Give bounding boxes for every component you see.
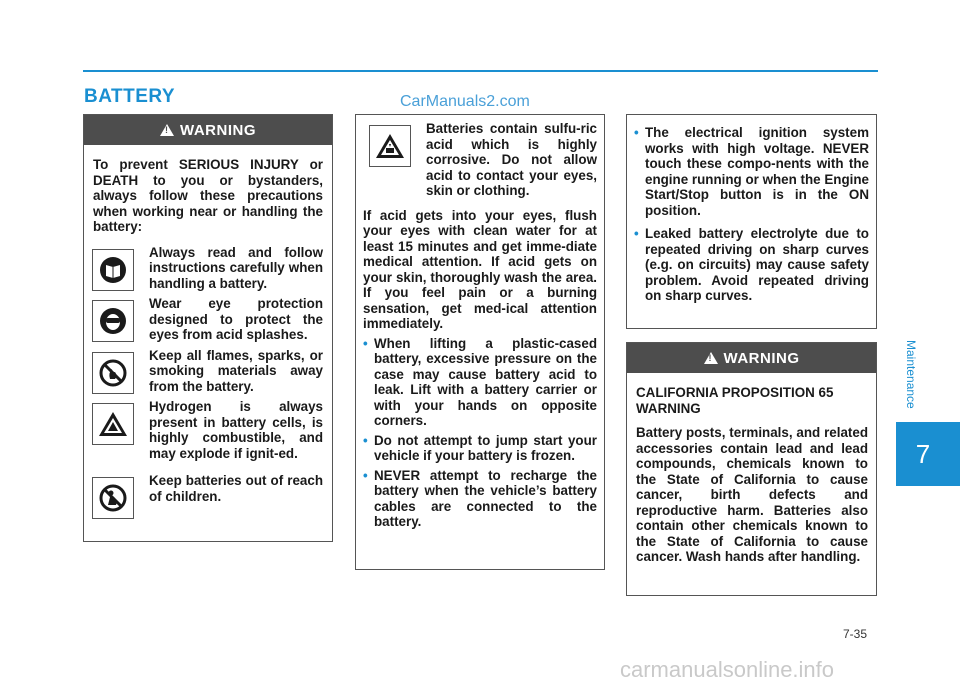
acid-warning-row (363, 121, 597, 199)
list-item (363, 336, 597, 429)
bullet-text: The electrical ignition system works with high voltage. NEVER touch these compo-nents with the engine running or when the Engine Start/Stop button is in the ON position. (645, 125, 869, 218)
precaution-text: Always read and follow instructions carefully when handling a battery. (149, 244, 323, 291)
manual-book-icon (92, 249, 134, 291)
warning-header-label: WARNING (180, 121, 256, 139)
warning-triangle-icon (160, 124, 174, 136)
precaution-item (92, 473, 323, 519)
precaution-item (92, 296, 323, 343)
bullet-icon: • (363, 335, 368, 351)
acid-first-aid-paragraph: If acid gets into your eyes, flush your eyes with clean water for at least 15 minutes and get imme-diate medical attention. If acid gets on your skin, thoroughly wash the area. If you feel pain or a burning sensation, get med-ical attention immediately. (363, 207, 597, 331)
warning-header (84, 115, 332, 145)
bullet-text: When lifting a plastic-cased battery, excessive pressure on the case may cause battery acid to leak. Lift with a battery carrier or with your hands on opposite corners. (374, 335, 597, 428)
bullet-icon: • (634, 125, 639, 140)
top-divider (83, 70, 878, 72)
bullet-icon: • (363, 432, 368, 448)
section-title: BATTERY (84, 86, 176, 107)
chapter-tab (896, 422, 960, 486)
battery-warning-box (83, 114, 333, 542)
precaution-text: Keep batteries out of reach of children. (149, 473, 323, 504)
ignition-warning-box (626, 114, 877, 329)
precaution-text: Keep all flames, sparks, or smoking materials away from the battery. (149, 347, 323, 394)
corrosive-acid-icon (369, 125, 411, 167)
eye-protection-icon (92, 300, 134, 342)
precaution-text: Hydrogen is always present in battery cells, is highly combustible, and may explode if ignit-ed. (149, 399, 323, 461)
list-item (363, 433, 597, 464)
proposition-65-title: CALIFORNIA PROPOSITION 65 WARNING (636, 385, 834, 416)
explosive-hazard-icon (92, 403, 134, 445)
precaution-item (92, 245, 323, 292)
chapter-number: 7 (915, 438, 931, 469)
sidebar-chapter-label: Maintenance (904, 340, 918, 409)
precaution-item (92, 399, 323, 461)
list-item (634, 226, 869, 304)
bullet-text: Do not attempt to jump start your vehicle if your battery is frozen. (374, 432, 597, 463)
watermark-bottom: carmanualsonline.info (620, 657, 835, 682)
list-item (363, 468, 597, 530)
precaution-item (92, 348, 323, 395)
proposition-65-warning-box (626, 342, 877, 596)
warning-intro: To prevent SERIOUS INJURY or DEATH to you or bystanders, always follow these precautions when working near or handling the battery: (93, 157, 323, 234)
no-flames-icon (92, 352, 134, 394)
list-item (634, 125, 869, 218)
acid-warning-text: Batteries contain sulfu-ric acid which is highly corrosive. Do not allow acid to contact your eyes, skin or clothing. (426, 121, 597, 198)
bullet-text: NEVER attempt to recharge the battery when the vehicle’s battery cables are connected to the battery. (374, 467, 597, 529)
page-number: 7-35 (843, 627, 868, 641)
watermark-top: CarManuals2.com (400, 93, 530, 110)
warning-triangle-icon (704, 352, 718, 364)
bullet-icon: • (363, 467, 368, 483)
bullet-text: Leaked battery electrolyte due to repeated driving on sharp curves (e.g. on circuits) may cause safety problem. Avoid repeated driving on sharp curves. (645, 226, 869, 303)
acid-warning-box (355, 114, 605, 570)
bullet-icon: • (634, 226, 639, 241)
warning-header (627, 343, 876, 373)
proposition-65-body: Battery posts, terminals, and related accessories contain lead and lead compounds, chemicals known to the State of California to cause cancer, birth defects and reproductive harm. Batteries also contain other chemicals known to the State of California to cause cancer. Wash hands after handling. (636, 425, 868, 564)
precaution-text: Wear eye protection designed to protect the eyes from acid splashes. (149, 296, 323, 342)
warning-header-label: WARNING (723, 349, 800, 367)
keep-children-away-icon (92, 477, 134, 519)
